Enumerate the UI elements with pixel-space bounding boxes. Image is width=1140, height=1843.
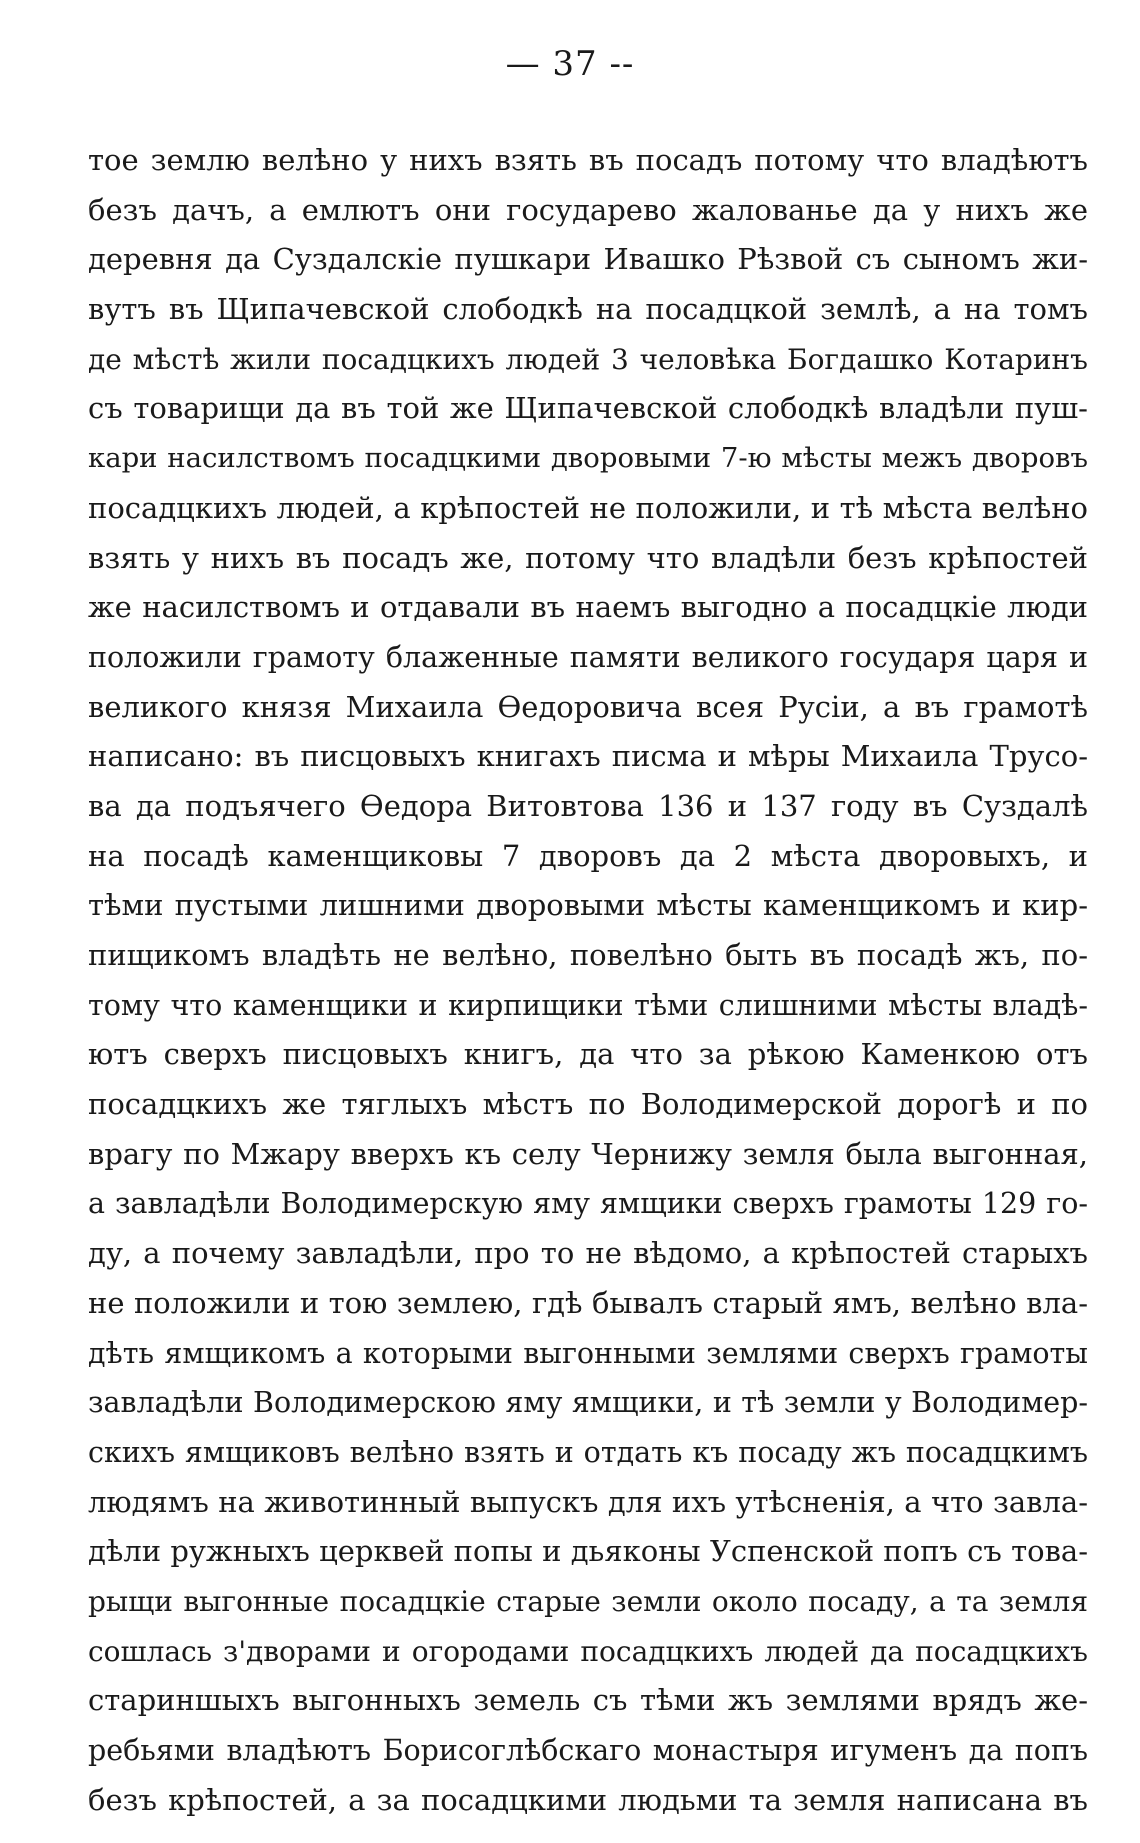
text-line: на посадѣ каменщиковы 7 дворовъ да 2 мѣста дворовыхъ, и bbox=[88, 838, 1088, 873]
text-line: деревня да Суздалскіе пушкари Ивашко Рѣзвой съ сыномъ жи- bbox=[88, 242, 1088, 277]
text-line: дѣть ямщикомъ а которыми выгонными землями сверхъ грамоты bbox=[88, 1336, 1088, 1370]
text-line: ютъ сверхъ писцовыхъ книгъ, да что за рѣкою Каменкою отъ bbox=[88, 1037, 1088, 1072]
text-line: скихъ ямщиковъ велѣно взять и отдать къ посаду жъ посадцкимъ bbox=[88, 1435, 1088, 1469]
text-line: тѣми пустыми лишними дворовыми мѣсты каменщикомъ и кир- bbox=[88, 888, 1088, 923]
text-line: тому что каменщики и кирпищики тѣми слишними мѣсты владѣ- bbox=[88, 988, 1088, 1022]
text-line: стариншыхъ выгонныхъ земель съ тѣми жъ землями врядъ же- bbox=[88, 1683, 1088, 1718]
text-line: же насилствомъ и отдавали въ наемъ выгодно а посадцкіе люди bbox=[88, 590, 1088, 625]
text-line: не положили и тою землею, гдѣ бывалъ старый ямъ, велѣно вла- bbox=[88, 1285, 1088, 1320]
text-line: ду, а почему завладѣли, про то не вѣдомо, а крѣпостей старыхъ bbox=[88, 1236, 1088, 1271]
text-line: де мѣстѣ жили посадцкихъ людей 3 человѣка Богдашко Котаринъ bbox=[88, 342, 1088, 376]
text-line: рыщи выгонные посадцкіе старые земли около посаду, а та земля bbox=[88, 1584, 1088, 1618]
text-line: завладѣли Володимерскою яму ямщики, и тѣ земли у Володимер- bbox=[88, 1386, 1088, 1420]
text-line: кари насилствомъ посадцкими дворовыми 7-ю мѣсты межъ дворовъ bbox=[88, 442, 1088, 475]
text-line: пищикомъ владѣть не велѣно, повелѣно быть въ посадѣ жъ, по- bbox=[88, 938, 1088, 972]
text-line: ва да подъячего Ѳедора Витовтова 136 и 137 году въ Суздалѣ bbox=[88, 788, 1088, 823]
text-line: ребьями владѣютъ Борисоглѣбскаго монастыря игуменъ да попъ bbox=[88, 1734, 1088, 1767]
text-line: положили грамоту блаженные памяти великого государя царя и bbox=[88, 640, 1088, 674]
text-line: посадцкихъ людей, а крѣпостей не положили, и тѣ мѣста велѣно bbox=[88, 490, 1088, 525]
text-line: написано: въ писцовыхъ книгахъ писма и мѣры Михаила Трусо- bbox=[88, 739, 1088, 774]
text-line: людямъ на животинный выпускъ для ихъ утѣсненія, а что завла- bbox=[88, 1484, 1088, 1519]
text-line: вутъ въ Щипачевской слободкѣ на посадцкой землѣ, а на томъ bbox=[88, 292, 1088, 327]
text-line: съ товарищи да въ той же Щипачевской слободкѣ владѣли пуш- bbox=[88, 391, 1088, 426]
text-line: сошлась з'дворами и огородами посадцкихъ людей да посадцкихъ bbox=[88, 1634, 1088, 1668]
text-line: безъ крѣпостей, а за посадцкими людьми та земля написана въ bbox=[88, 1782, 1088, 1817]
text-line: безъ дачъ, а емлютъ они государево жалованье да у нихъ же bbox=[88, 192, 1088, 227]
text-line: дѣли ружныхъ церквей попы и дьяконы Успенской попъ съ това- bbox=[88, 1534, 1088, 1569]
body-text bbox=[88, 136, 1088, 1825]
text-line: врагу по Мжару вверхъ къ селу Чернижу земля была выгонная, bbox=[88, 1136, 1088, 1171]
text-line: взять у нихъ въ посадъ же, потому что владѣли безъ крѣпостей bbox=[88, 540, 1088, 575]
text-line: великого князя Михаила Ѳедоровича всея Русіи, а въ грамотѣ bbox=[88, 689, 1088, 724]
page-number: — 37 -- bbox=[505, 44, 635, 84]
text-line: а завладѣли Володимерскую яму ямщики сверхъ грамоты 129 го- bbox=[88, 1187, 1088, 1221]
text-line: тое землю велѣно у нихъ взять въ посадъ потому что владѣютъ bbox=[88, 143, 1088, 177]
text-line: посадцкихъ же тяглыхъ мѣстъ по Володимерской дорогѣ и по bbox=[88, 1087, 1088, 1122]
